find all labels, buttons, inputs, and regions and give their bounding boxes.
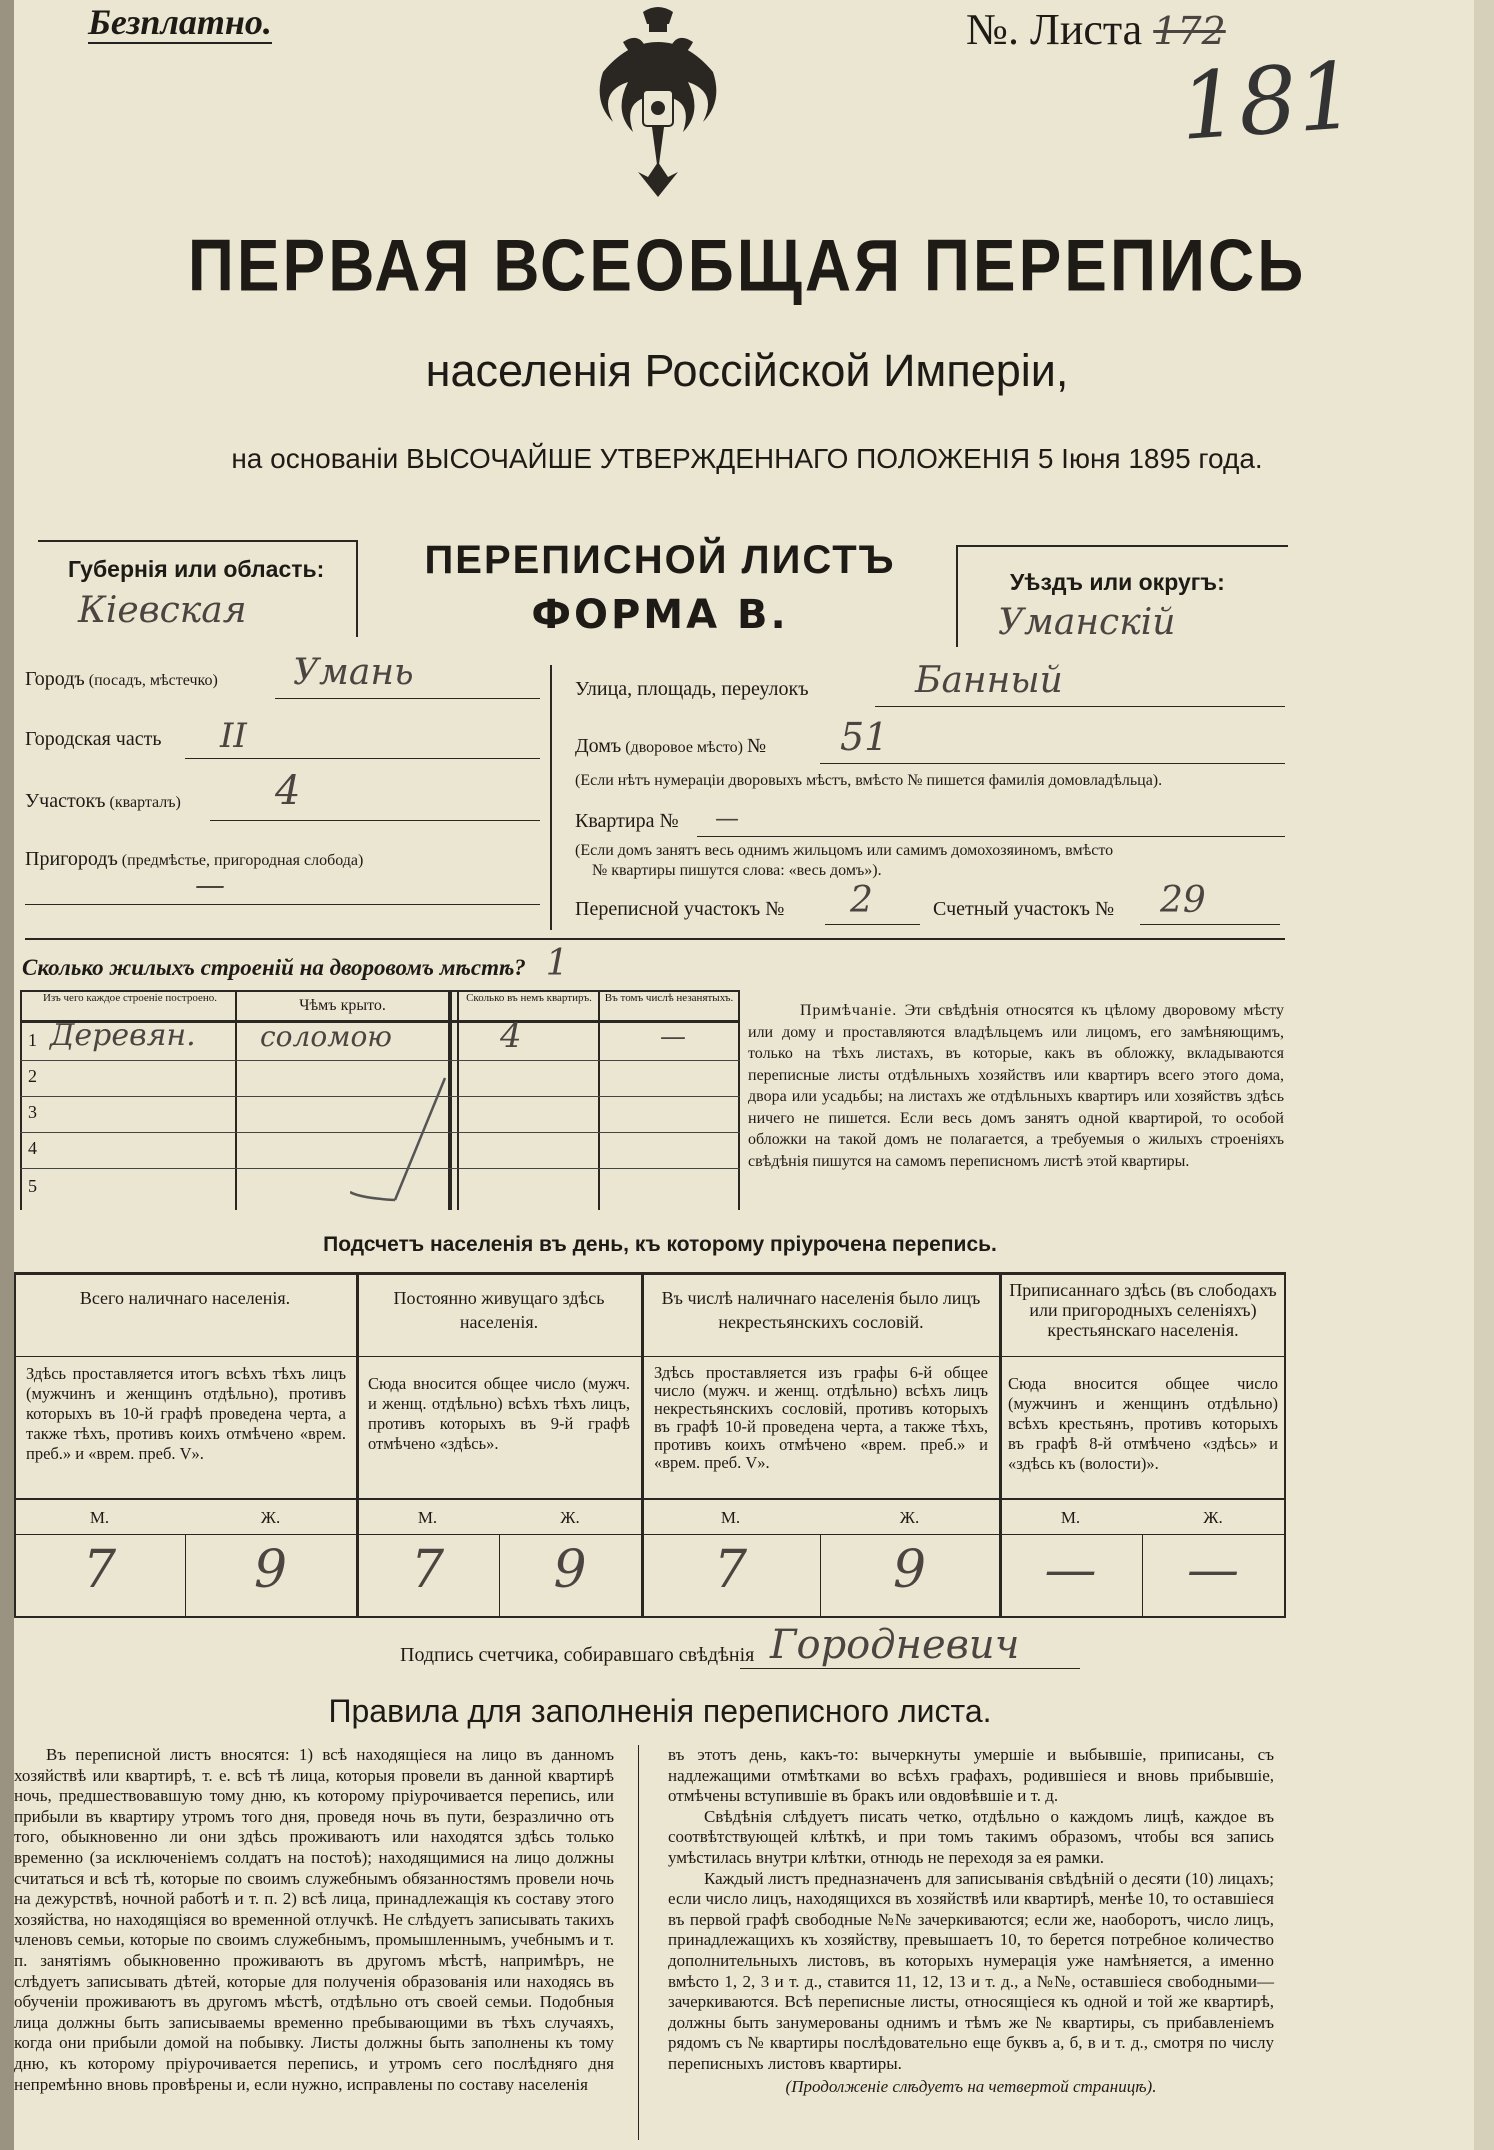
pt-text-permanent: Сюда вносится общее число (мужч. и женщ. отдѣльно) всѣхъ тѣхъ лицъ, противъ которыхъ въ 9-й графѣ отмѣчено «здѣсь». <box>368 1374 630 1453</box>
bt-header-apartments: Сколько въ немъ квартиръ. <box>466 992 592 1004</box>
bt-row <box>20 1016 740 1061</box>
city-part-label: Городская часть <box>25 728 162 750</box>
signature-label: Подпись счетчика, собиравшаго свѣдѣнія <box>400 1644 755 1666</box>
rules-continued: (Продолженіе слѣдуетъ на четвертой страницѣ). <box>785 2076 1157 2096</box>
house-hint: (Если нѣтъ нумераціи дворовыхъ мѣстъ, вмѣсто № пишется фамилія домовладѣльца). <box>575 772 1163 789</box>
pt-border-right <box>1284 1272 1286 1618</box>
pt-nonpeasant-female: 9 <box>892 1540 927 1600</box>
house-value: 51 <box>840 715 889 759</box>
pt-text-registered: Сюда вносится общее число (мужчинъ и женщинъ отдѣльно) всѣхъ крестьянъ, противъ которыхъ въ графѣ 8-й отмѣчено «здѣсь» и «здѣсь къ (волости)». <box>1008 1374 1278 1473</box>
count-area-value: 29 <box>1160 880 1206 921</box>
city-part-underline <box>185 758 540 759</box>
pt-registered-female: — <box>1187 1540 1239 1600</box>
quarter-value: 4 <box>275 768 301 814</box>
quarter-underline <box>210 820 540 821</box>
census-area-underline <box>825 924 920 925</box>
sheet-number-label-text: №. Листа <box>966 5 1143 54</box>
suburb-label: Пригородъ <box>25 848 118 870</box>
signature-underline <box>740 1668 1080 1669</box>
page-left-shadow <box>0 0 14 2150</box>
city-field <box>25 652 530 708</box>
pt-m-label: М. <box>89 1508 110 1527</box>
pt-border-bottom <box>14 1616 1286 1618</box>
bt-row-vacant: — <box>660 1022 686 1052</box>
rules-right-para-3: Каждый листъ предназначенъ для записыванія свѣдѣній о десяти (10) лицахъ; если число лицъ, находящихся въ хозяйствѣ или квартирѣ, менѣе 10, то оставшіеся въ первой графѣ свободные №№ зачеркиваются; если же, наоборотъ, число лицъ, принадлежащихъ къ хозяйству, превышаетъ 10, то берется потребное количество дополнительныхъ листовъ, въ которыхъ нумерація уже намѣняется, а именно вмѣсто 1, 2, 3 и т. д., ставится 11, 12, 13 и т. д., а №№, оставшіеся свободными—зачеркиваются. Всѣ переписные листы, относящіеся къ одной и той же квартирѣ, должны быть занумерованы однимъ и тѣмъ же № квартиры, съ прибавленіемъ рядомъ съ № квартиры послѣдовательно еще буквъ а, б, в и т. д., смотря по числу переписныхъ листовъ квартиры. <box>668 1868 1274 2073</box>
page-right-shadow <box>1474 0 1494 2150</box>
pt-head-rule <box>14 1356 1286 1357</box>
suburb-field <box>25 848 530 908</box>
count-area-underline <box>1140 924 1280 925</box>
signature-value: Городневич <box>770 1622 1020 1668</box>
pt-m-label: М. <box>720 1508 741 1527</box>
province-label: Губернія или область: <box>68 556 325 582</box>
suburb-value: — <box>195 868 225 903</box>
bt-row-number: 5 <box>28 1176 37 1196</box>
bt-strike-mark <box>350 1070 460 1210</box>
suburb-note: (предмѣстье, пригородная слобода) <box>121 852 364 869</box>
address-bottom-rule <box>25 938 1285 940</box>
street-underline <box>875 706 1285 707</box>
form-title: ФОРМА В. <box>531 592 789 638</box>
bt-row-number: 1 <box>28 1030 37 1050</box>
pt-f-label: Ж. <box>560 1508 580 1527</box>
district-box <box>956 545 1288 647</box>
city-note: (посадъ, мѣстечко) <box>88 672 218 689</box>
pt-f-label: Ж. <box>1203 1508 1223 1527</box>
census-area-value: 2 <box>850 880 873 921</box>
pt-head-total: Всего наличнаго населенія. <box>79 1288 291 1308</box>
bt-header-material: Изъ чего каждое строеніе построено. <box>42 992 218 1004</box>
apartment-label: Квартира № <box>575 810 679 832</box>
pt-total-male: 7 <box>82 1540 117 1600</box>
rules-right-column <box>668 1745 1274 2097</box>
bt-header-vacant: Въ томъ числѣ незанятыхъ. <box>604 992 734 1004</box>
bt-row-roof: соломою <box>260 1020 392 1053</box>
bt-row-number: 4 <box>28 1138 37 1158</box>
main-title: ПЕРВАЯ ВСЕОБЩАЯ ПЕРЕПИСЬ <box>187 223 1307 307</box>
bt-row-number: 2 <box>28 1066 37 1086</box>
bt-row-apartments: 4 <box>500 1016 522 1056</box>
pt-text-rule <box>14 1498 1286 1500</box>
apartment-hint-1: (Если домъ занятъ весь однимъ жильцомъ или самимъ домохозяиномъ, вмѣсто <box>575 842 1114 859</box>
apartment-value: — <box>715 804 739 832</box>
pt-f-label: Ж. <box>899 1508 920 1527</box>
house-underline <box>820 763 1285 764</box>
district-value: Уманскій <box>998 602 1176 643</box>
city-label: Городъ <box>25 668 85 690</box>
street-value: Банный <box>915 660 1063 701</box>
pt-m-label: М. <box>417 1508 438 1527</box>
pt-mzh-rule <box>14 1534 1286 1535</box>
quarter-field <box>25 768 530 830</box>
city-value: Умань <box>293 652 414 693</box>
pt-registered-male: — <box>1044 1540 1097 1600</box>
pt-text-nonpeasant: Здѣсь проставляется изъ графы 6-й общее число (мужч. и женщ. отдѣльно) всѣхъ лицъ некрестьянскихъ сословій, противъ которыхъ въ графѣ 10-й проведена черта, а также тѣхъ, противъ коихъ отмѣчено «врем. преб.» и «врем. преб. V». <box>654 1363 988 1472</box>
pt-nonpeasant-male: 7 <box>713 1540 748 1600</box>
free-label: Безплатно. <box>88 2 272 42</box>
suburb-underline <box>25 904 540 905</box>
subtitle: населенія Россійской Имперіи, <box>425 345 1069 396</box>
rules-right-para-1: въ этотъ день, какъ-то: вычеркнуты умершіе и выбывшіе, приписаны, съ надлежащими отмѣтками во всѣхъ графахъ, родившіеся и вновь прибывшіе, отмѣчены вступившіе въ бракъ или овдовѣвшіе и т. д. <box>668 1745 1274 1806</box>
city-underline <box>275 698 540 699</box>
count-area-label: Счетный участокъ № <box>933 898 1115 920</box>
pt-head-nonpeasant: Въ числѣ наличнаго населенія было лицъ некрестьянскихъ сословій. <box>661 1288 981 1332</box>
bt-row-number: 3 <box>28 1102 37 1122</box>
province-value: Кіевская <box>78 590 247 631</box>
pt-head-permanent: Постоянно живущаго здѣсь населенія. <box>393 1288 605 1332</box>
rules-column-divider <box>638 1745 639 2140</box>
pt-head-registered: Приписаннаго здѣсь (въ слободахъ или пригородныхъ селеніяхъ) крестьянскаго населенія. <box>1009 1280 1277 1340</box>
pt-f-label: Ж. <box>260 1508 281 1527</box>
buildings-question-text: Сколько жилыхъ строеній на дворовомъ мѣстѣ? <box>22 955 526 980</box>
sheet-number-handwritten: 181 <box>1176 42 1360 161</box>
bt-row-material: Деревян. <box>50 1018 196 1053</box>
sheet-title: ПЕРЕПИСНОЙ ЛИСТЪ <box>424 538 896 582</box>
buildings-table <box>20 990 740 1210</box>
quarter-label: Участокъ <box>25 790 106 812</box>
quarter-note: (кварталъ) <box>109 794 181 811</box>
rules-left-column: Въ переписной листъ вносятся: 1) всѣ находящіеся на лицо въ данномъ хозяйствѣ или квартирѣ, т. е. всѣ тѣ лица, которыя провели въ данной квартирѣ ночь, предшествовавшую тому дню, къ которому пріурочивается перепись, или прибыли въ квартиру утромъ того дня, проведя ночь въ пути, безразлично отъ того, обыкновенно ли они здѣсь проживаютъ или находятся здѣсь только временно (за исключеніемъ солдатъ на постоѣ); находящимися на лицо должны считаться и всѣ тѣ, которые по своимъ служебнымъ обязанностямъ провели ночь на дежурствѣ, ночной работѣ и т. п. 2) всѣ лица, принадлежащія къ составу этого хозяйства, но находящіяся во временной отлучкѣ. Не слѣдуетъ записывать такихъ членовъ семьи, которые по своимъ служебнымъ, промышленнымъ, учебнымъ и т. п. занятіямъ обыкновенно проживаютъ въ другомъ мѣстѣ, напримѣръ, не слѣдуетъ записывать дѣтей, которые для полученія образованія или находясь въ обученіи проживаютъ въ другомъ мѣстѣ, отдѣльно отъ своей семьи. Подобныя лица должны быть записываемы временно пребывающими въ тѣхъ случаяхъ, когда они прибыли домой на побывку. Листы должны быть заполнены къ тому дню, къ которому пріурочивается перепись, и утромъ сего послѣдняго дня непремѣнно вновь провѣрены и, если нужно, исправлены по составу населенія <box>14 1745 614 2094</box>
house-no-sign: № <box>746 735 767 757</box>
buildings-note-title: Примѣчаніе. <box>800 1002 898 1019</box>
house-note: (дворовое мѣсто) <box>625 739 743 756</box>
address-divider <box>550 665 552 930</box>
census-area-field <box>575 880 1285 938</box>
buildings-question <box>22 943 568 984</box>
sheet-number-struck: 172 <box>1153 9 1226 53</box>
rules-title: Правила для заполненія переписного листа. <box>328 1693 992 1729</box>
pt-total-female: 9 <box>253 1540 288 1600</box>
bleed-through-ghost <box>40 60 1440 220</box>
buildings-answer: 1 <box>545 943 569 984</box>
pt-border-top <box>14 1272 1286 1275</box>
street-field <box>575 660 1285 718</box>
street-label: Улица, площадь, переулокъ <box>575 678 809 700</box>
pt-text-total: Здѣсь проставляется итогъ всѣхъ тѣхъ лицъ (мужчинъ и женщинъ отдѣльно), противъ которыхъ въ 10-й графѣ проведена черта, а также тѣхъ, противъ коихъ отмѣчено «врем. преб.» и «врем. преб. V». <box>26 1364 346 1463</box>
house-field <box>575 715 1285 775</box>
province-box <box>38 540 358 637</box>
house-label: Домъ <box>575 735 622 757</box>
city-part-field <box>25 716 530 768</box>
census-area-label: Переписной участокъ № <box>575 898 785 920</box>
bt-header-roof: Чѣмъ крыто. <box>299 997 386 1014</box>
buildings-note <box>748 1000 1284 1172</box>
district-label: Уѣздъ или округъ: <box>1010 569 1225 595</box>
legal-basis: на основаніи ВЫСОЧАЙШЕ УТВЕРЖДЕННАГО ПОЛОЖЕНІЯ 5 Іюня 1895 года. <box>231 443 1263 474</box>
pt-permanent-female: 9 <box>553 1540 587 1600</box>
buildings-note-para <box>748 1000 1284 1172</box>
sheet-number-label <box>966 2 1226 59</box>
apartment-underline <box>697 836 1285 837</box>
pt-permanent-male: 7 <box>410 1540 445 1600</box>
population-title: Подсчетъ населенія въ день, къ которому пріурочена перепись. <box>323 1233 997 1256</box>
apartment-hint-2: № квартиры пишутся слова: «весь домъ»). <box>592 862 882 879</box>
population-table <box>14 1272 1286 1618</box>
rules-right-para-2: Свѣдѣнія слѣдуетъ писать четко, отдѣльно о каждомъ лицѣ, каждое въ соотвѣтствующей клѣткѣ, и при томъ такимъ образомъ, чтобы вся запись умѣстилась внутри клѣтки, отнюдь не переходя за ея рамки. <box>668 1806 1274 1867</box>
pt-m-label: М. <box>1060 1508 1081 1527</box>
buildings-note-text: Эти свѣдѣнія относятся къ цѣлому дворовому мѣсту или дому и проставляются владѣльцемъ или лицомъ, его замѣняющимъ, только на тѣхъ листахъ, въ которые, какъ въ обложку, вкладываются переписные листы отдѣльныхъ хозяйствъ или квартиръ всего этого дома, двора или усадьбы; на листахъ же отдѣльныхъ квартиръ или хозяйствъ здѣсь ничего не пишется. Если весь домъ занятъ одной квартирой, то особой обложки на такой домъ не полагается, а требуемыя о жилыхъ строеніяхъ свѣдѣнія пишутся на самомъ переписномъ листѣ этой квартиры. <box>748 1002 1285 1170</box>
city-part-value: II <box>220 716 247 756</box>
signature-field <box>400 1622 1080 1678</box>
